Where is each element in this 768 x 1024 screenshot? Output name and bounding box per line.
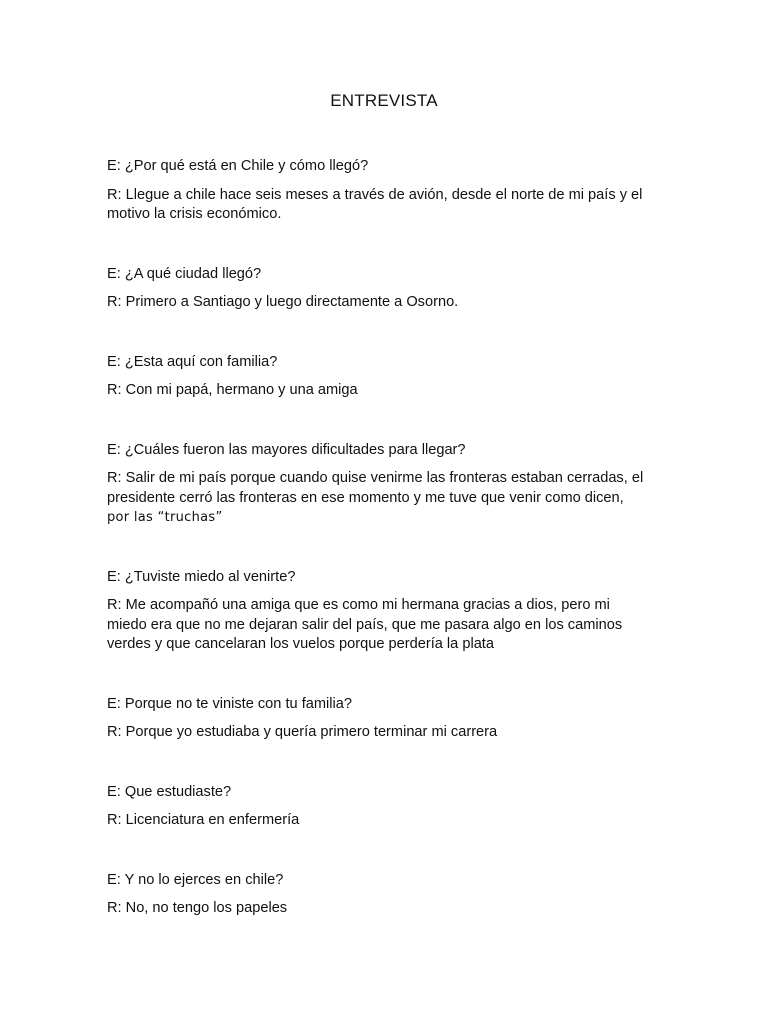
question-3: E: ¿Esta aquí con familia?	[107, 353, 278, 370]
qa-block-7	[107, 783, 677, 831]
qa-block-6	[107, 695, 677, 743]
question-2: E: ¿A qué ciudad llegó?	[107, 265, 262, 282]
qa-block-3	[107, 353, 677, 401]
interview-content	[107, 157, 677, 959]
answer-8-line-1: R: No, no tengo los papeles	[107, 900, 288, 916]
answer-7-line-1: R: Licenciatura en enfermería	[107, 812, 300, 828]
question-4: E: ¿Cuáles fueron las mayores dificultades para llegar?	[107, 441, 466, 458]
qa-block-2	[107, 265, 677, 313]
answer-6-line-1: R: Porque yo estudiaba y quería primero terminar mi carrera	[107, 724, 498, 740]
question-7: E: Que estudiaste?	[107, 783, 232, 800]
answer-5-line-2: miedo era que no me dejaran salir del país, que me pasara algo en los caminos	[107, 616, 623, 633]
qa-block-5	[107, 568, 677, 655]
qa-block-8	[107, 871, 677, 919]
answer-5-line-3: verdes y que cancelaran los vuelos porque perdería la plata	[107, 636, 494, 652]
answer-4-line-2: presidente cerró las fronteras en ese momento y me tuve que venir como dicen,	[107, 489, 624, 506]
question-8: E: Y no lo ejerces en chile?	[107, 871, 284, 888]
answer-1-line-1: R: Llegue a chile hace seis meses a través de avión, desde el norte de mi país y el	[107, 186, 643, 203]
answer-4-line-3: por las “truchas”	[107, 510, 223, 525]
answer-4-line-1: R: Salir de mi país porque cuando quise venirme las fronteras estaban cerradas, el	[107, 470, 644, 486]
question-1: E: ¿Por qué está en Chile y cómo llegó?	[107, 158, 369, 174]
document-title: ENTREVISTA	[330, 91, 438, 110]
answer-1-line-2: motivo la crisis económico.	[107, 206, 282, 222]
answer-2-line-1: R: Primero a Santiago y luego directamente a Osorno.	[107, 294, 459, 310]
qa-block-1	[107, 157, 677, 225]
answer-5-line-1: R: Me acompañó una amiga que es como mi hermana gracias a dios, pero mi	[107, 597, 610, 613]
answer-3-line-1: R: Con mi papá, hermano y una amiga	[107, 382, 358, 398]
question-5: E: ¿Tuviste miedo al venirte?	[107, 568, 296, 585]
question-6: E: Porque no te viniste con tu familia?	[107, 695, 352, 712]
qa-block-4	[107, 441, 677, 528]
